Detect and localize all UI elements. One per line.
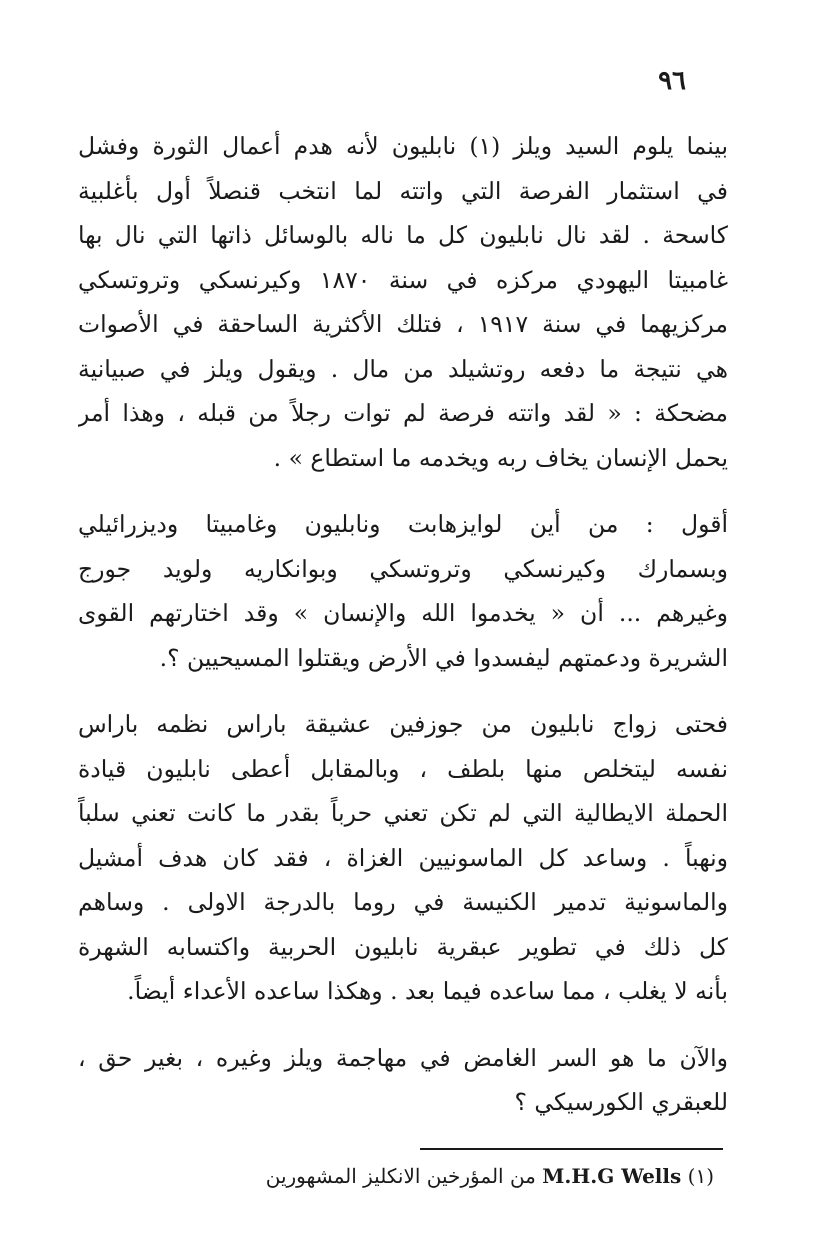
text-line: أقول : من أين لوايزهابت ونابليون وغامبيتا وديزرائيلي <box>78 510 728 538</box>
text-line: نفسه ليتخلص منها بلطف ، وبالمقابل أعطى نابليون قيادة <box>78 754 728 783</box>
text-line: فحتى زواج نابليون من جوزفين عشيقة باراس نظمه باراس <box>78 710 728 738</box>
page-number: ٩٦ <box>658 66 686 96</box>
paragraph-gap <box>78 1014 728 1036</box>
paragraph-1 <box>78 124 728 480</box>
footnote-author-name: M.H.G Wells <box>542 1164 682 1188</box>
text-line: بأنه لا يغلب ، مما ساعده فيما بعد . وهكذا ساعده الأعداء أيضاً. <box>127 977 728 1005</box>
text-line: مركزيهما في سنة ١٩١٧ ، فتلك الأكثرية الساحقة في الأصوات <box>78 310 728 338</box>
text-line: والآن ما هو السر الغامض في مهاجمة ويلز وغيره ، بغير حق ، <box>78 1043 728 1072</box>
text-line: هي نتيجة ما دفعه روتشيلد من مال . ويقول ويلز في صبيانية <box>78 354 728 383</box>
text-line: للعبقري الكورسيكي ؟ <box>514 1088 728 1116</box>
text-line: كاسحة . لقد نال نابليون كل ما ناله بالوسائل ذاتها التي نال بها <box>78 221 728 249</box>
footnote <box>114 1156 714 1196</box>
paragraph-3 <box>78 702 728 1014</box>
text-line: والماسونية تدمير الكنيسة في روما بالدرجة الاولى . وساهم <box>78 888 728 916</box>
footnote-marker: (١) <box>687 1164 714 1188</box>
footnote-text: من المؤرخين الانكليز المشهورين <box>265 1164 536 1188</box>
paragraph-gap <box>78 480 728 502</box>
text-line: يحمل الإنسان يخاف ربه ويخدمه ما استطاع » . <box>273 443 728 472</box>
text-line: الشريرة ودعمتهم ليفسدوا في الأرض ويقتلوا المسيحيين ؟. <box>159 643 728 672</box>
text-line: غامبيتا اليهودي مركزه في سنة ١٨٧٠ وكيرنسكي وتروتسكي <box>78 265 728 294</box>
text-line: وغيرهم ... أن « يخدموا الله والإنسان » وقد اختارتهم القوى <box>78 599 728 627</box>
footnote-divider <box>420 1148 723 1150</box>
text-line: بينما يلوم السيد ويلز (١) نابليون لأنه هدم أعمال الثورة وفشل <box>78 132 728 160</box>
text-line: ونهباً . وساعد كل الماسونيين الغزاة ، فقد كان هدف أمشيل <box>78 843 728 872</box>
text-line: الحملة الايطالية التي لم تكن تعني حرباً بقدر ما كانت تعني سلباً <box>78 799 728 827</box>
text-line: كل ذلك في تطوير عبقرية نابليون الحربية واكتسابه الشهرة <box>78 932 728 961</box>
text-line: وبسمارك وكيرنسكي وتروتسكي وبوانكاريه ولويد جورج <box>78 554 728 583</box>
body-text <box>78 124 728 1125</box>
paragraph-4 <box>78 1036 728 1125</box>
text-line: مضحكة : « لقد واتته فرصة لم توات رجلاً من قبله ، وهذا أمر <box>78 399 728 427</box>
paragraph-gap <box>78 680 728 702</box>
paragraph-2 <box>78 502 728 680</box>
text-line: في استثمار الفرصة التي واتته لما انتخب قنصلاً أول بأغلبية <box>78 176 728 205</box>
